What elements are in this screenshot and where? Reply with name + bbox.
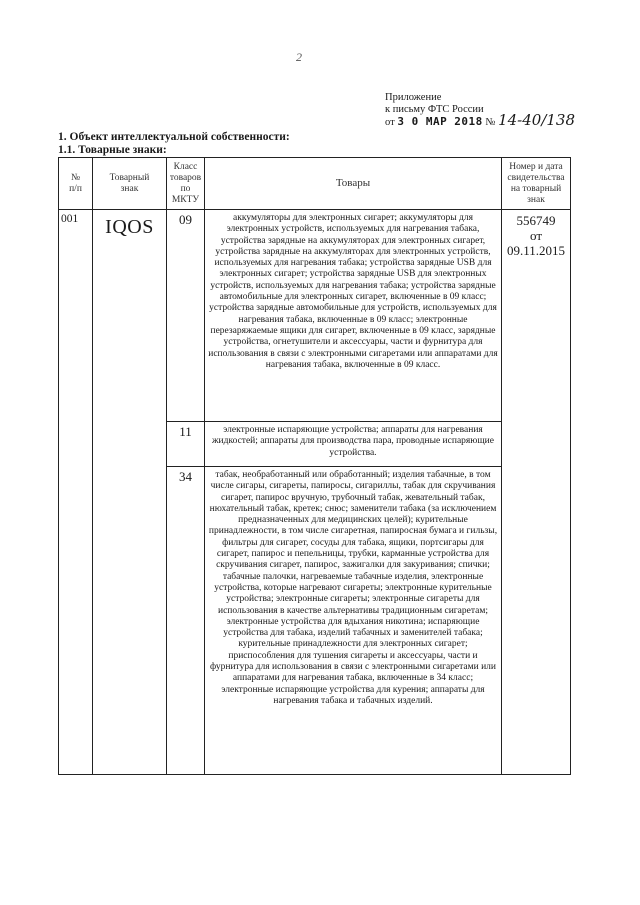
- header-reg: Номер и дата свидетельства на товарный знак: [502, 158, 571, 210]
- handwritten-letter-number: 14-40/138: [498, 111, 576, 129]
- date-stamp: 3 0 МАР 2018: [397, 115, 483, 128]
- class-09: 09: [167, 210, 205, 422]
- page-number: 2: [296, 50, 302, 64]
- trademark-continued: [93, 422, 167, 467]
- row-number-continued: [59, 422, 93, 467]
- number-prefix: №: [485, 117, 496, 128]
- goods-class-11: электронные испаряющие устройства; аппараты для нагревания жидкостей; аппараты для производства пара, проводные испаряющие устройства.: [205, 422, 502, 467]
- table-header-row: [59, 158, 571, 210]
- trademark-continued: [93, 467, 167, 775]
- goods-class-09: аккумуляторы для электронных сигарет; аккумуляторы для электронных устройств, используемых для нагревания табака, устройства зарядные на аккумуляторах для электронных сигарет, устройства зарядные на аккумуляторах для электронных устройств, используемых для нагревания табака; устройства зарядные USB для электронных сигарет; устройства зарядные USB для электронных устройств, используемых для нагревания табака; устройства зарядные автомобильные для электронных сигарет, включенные в 09 класс; устройства зарядные автомобильные для устройств, используемых для нагревания табака, включенные в 09 класс; электронные перезаряжаемые ящики для сигарет, включенные в 09 класс, зарядные устройства, огнетушители и аксессуары, части и фурнитура для использования в связи с электронными сигаретами или аппаратами для нагревания табака, включенные в 09 класс.: [205, 210, 502, 422]
- header-num: № п/п: [59, 158, 93, 210]
- appendix-line-1: Приложение: [385, 92, 442, 103]
- trademark-name: IQOS: [93, 210, 167, 422]
- registration-continued: [502, 422, 571, 467]
- trademark-table: [58, 157, 571, 775]
- date-prefix: от: [385, 117, 395, 128]
- section-1-title: 1. Объект интеллектуальной собственности:: [58, 131, 290, 143]
- table-row: [59, 422, 571, 467]
- class-34: 34: [167, 467, 205, 775]
- row-number-continued: [59, 467, 93, 775]
- row-number: 001: [59, 210, 93, 422]
- header-goods: Товары: [205, 158, 502, 210]
- table-row: [59, 210, 571, 422]
- registration-continued: [502, 467, 571, 775]
- registration-cell: [502, 210, 571, 422]
- registration-date: 09.11.2015: [506, 243, 566, 258]
- goods-class-34: табак, необработанный или обработанный; изделия табачные, в том числе сигары, сигареты, папиросы, сигариллы, табак для скручивания сигарет, папирос вручную, трубочный табак, жевательный табак, нюхательный табак, кретек; снюс; заменители табака (за исключением предназначенных для медицинских целей); курительные принадлежности, в том числе сигаретная, папиросная бумага и гильзы, фильтры для сигарет, сосуды для табака, ящики, портсигары для сигарет, папирос и пепельницы, трубки, карманные устройства для скручивания сигарет, папирос, зажигалки для закуривания; спички; табачные палочки, нагреваемые табачные изделия, электронные устройства, которые нагревают сигареты; электронные курительные устройства; электронные сигареты; электронные сигареты для использования в качестве альтернативы традиционным сигаретам; электронные устройства для вдыхания никотина; испаряющие устройства для табака, изделий табачных и заменителей табака; курительные принадлежности для электронных сигарет; приспособления для тушения сигареты и аксессуары, части и фурнитура для использования в связи с электронными сигаретами или аппаратами для нагревания табака, включенные в 34 класс; электронные испаряющие устройства для курения; аппараты для нагревания табака и табачных изделий.: [205, 467, 502, 775]
- section-1-1-title: 1.1. Товарные знаки:: [58, 144, 167, 156]
- registration-number: 556749: [516, 213, 556, 228]
- header-mark: Товарный знак: [93, 158, 167, 210]
- class-11: 11: [167, 422, 205, 467]
- registration-from: от: [529, 228, 542, 243]
- appendix-dateline: [385, 111, 576, 129]
- appendix-line-2: к письму ФТС России: [385, 103, 484, 115]
- appendix-block: [385, 92, 575, 129]
- table-row: [59, 467, 571, 775]
- header-class: Класс товаров по МКТУ: [167, 158, 205, 210]
